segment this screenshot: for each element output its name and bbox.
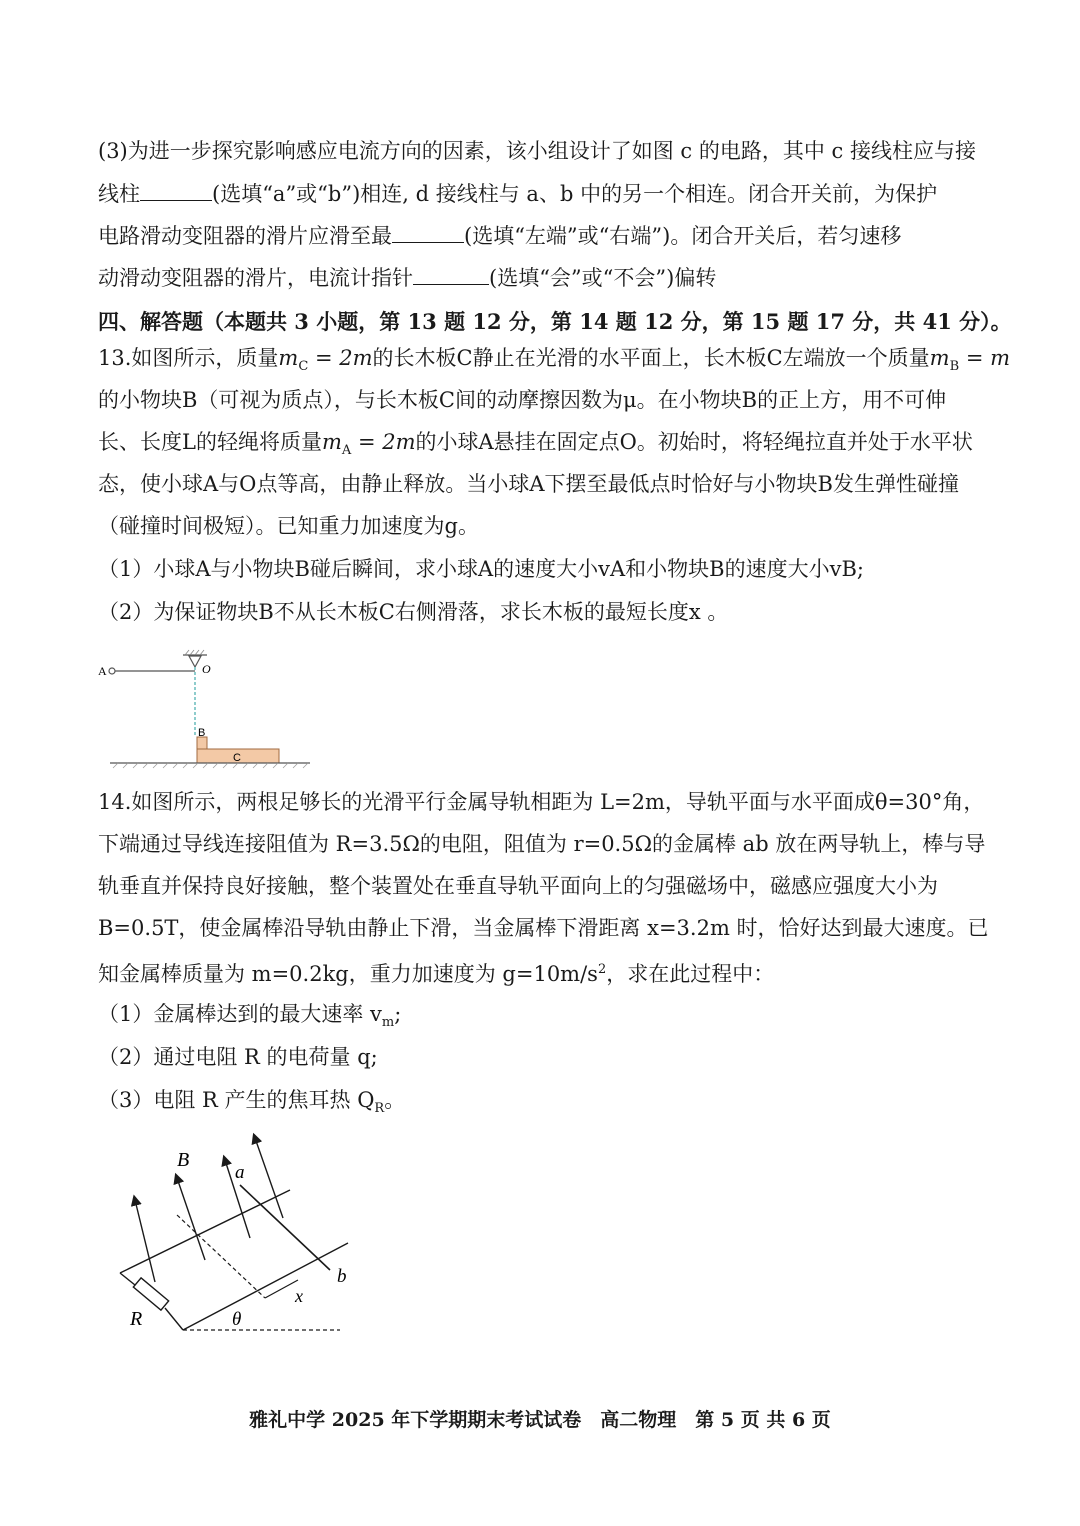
q3-text-2b: (选填“a”或“b”)相连, d 接线柱与 a、b 中的另一个相连。闭合开关前，为保护 — [212, 182, 938, 206]
fig14-rail-left — [120, 1190, 290, 1273]
fig13-ground-hatch — [113, 763, 308, 768]
q13-text-4: 态，使小球A与O点等高，由静止释放。当小球A下摆至最低点时恰好与小物块B发生弹性碰撞 — [98, 472, 959, 496]
q13-text-3a: 长、长度L的轻绳将质量 — [98, 430, 322, 454]
q13-figure — [95, 645, 315, 775]
fig13-label-o: O — [202, 662, 211, 676]
q13-text-3b: 的小球A悬挂在固定点O。初始时，将轻绳拉直并处于水平状 — [415, 430, 973, 454]
q14-text-3: 轨垂直并保持良好接触，整个装置处在垂直导轨平面向上的匀强磁场中，磁感应强度大小为 — [98, 874, 938, 898]
answer-blank-2 — [392, 222, 464, 243]
fig13-label-a: A — [98, 664, 107, 678]
q14-part-1a: （1）金属棒达到的最大速率 v — [98, 1002, 382, 1026]
q14-part-1-sub: m — [381, 1015, 395, 1031]
q13-mb-val: = m — [959, 346, 1010, 370]
section-4-text: 四、解答题（本题共 3 小题，第 13 题 12 分，第 14 题 12 分，第 15 题 17 分，共 41 分）。 — [98, 309, 1012, 334]
page-footer-text: 雅礼中学 2025 年下学期期末考试试卷 高二物理 第 5 页 共 6 页 — [249, 1409, 831, 1431]
q13-line-5 — [98, 512, 479, 540]
q3-text-4b: (选填“会”或“不会”)偏转 — [489, 266, 717, 290]
q13-line-2 — [98, 386, 946, 414]
q3-line-2 — [98, 180, 937, 208]
q14-part-1 — [98, 1000, 401, 1037]
q3-text-1: (3)为进一步探究影响感应电流方向的因素，该小组设计了如图 c 的电路，其中 c 接线柱应与接 — [98, 139, 976, 163]
fig14-rail-right — [183, 1243, 348, 1330]
q13-text-1b: 的长木板C静止在光滑的水平面上，长木板C左端放一个质量 — [372, 346, 930, 370]
q14-line-3 — [98, 872, 938, 900]
fig14-wire-bottom-2 — [165, 1308, 183, 1330]
q14-line-1 — [98, 788, 984, 816]
q13-part-1 — [98, 555, 864, 583]
q3-text-3b: (选填“左端”或“右端”)。闭合开关后，若匀速移 — [464, 224, 902, 248]
q14-part-3a: （3）电阻 R 产生的焦耳热 Q — [98, 1088, 375, 1112]
q13-ma: m — [321, 430, 342, 454]
q14-part-2 — [98, 1043, 378, 1071]
fig14-label-theta: θ — [232, 1309, 242, 1330]
q3-line-3 — [98, 222, 901, 250]
q13-ma-val: = 2m — [351, 430, 416, 454]
q13-line-4 — [98, 470, 959, 498]
fig13-label-c: C — [233, 752, 241, 764]
page-footer — [0, 1405, 1080, 1432]
fig14-field-arrow-4 — [255, 1138, 283, 1218]
fig13-pivot — [189, 656, 201, 667]
fig14-dashed-start — [177, 1215, 265, 1298]
fig14-field-arrow-1 — [135, 1200, 155, 1282]
q14-text-2: 下端通过导线连接阻值为 R=3.5Ω的电阻，阻值为 r=0.5Ω的金属棒 ab 放在两导轨上，棒与导 — [98, 832, 986, 856]
answer-blank-1 — [140, 180, 212, 201]
q13-mc-val: = 2m — [308, 346, 373, 370]
fig14-x-marker — [265, 1280, 298, 1298]
q14-text-4: B=0.5T，使金属棒沿导轨由静止下滑，当金属棒下滑距离 x=3.2m 时，恰好达到最大速度。已 — [98, 916, 989, 940]
q13-line-1 — [98, 344, 1010, 381]
fig13-label-b: B — [198, 727, 206, 739]
q14-line-5 — [98, 956, 774, 988]
fig14-label-x: x — [295, 1286, 303, 1306]
q13-text-1a: 13.如图所示，质量 — [98, 346, 279, 370]
answer-blank-3 — [413, 264, 489, 285]
q3-text-2a: 线柱 — [98, 182, 140, 206]
q3-text-4a: 动滑动变阻器的滑片，电流计指针 — [98, 266, 413, 290]
q13-mc-sub: C — [298, 359, 309, 375]
q14-line-2 — [98, 830, 985, 858]
q3-line-1 — [98, 137, 976, 165]
fig14-rod-ab — [240, 1185, 330, 1270]
q14-text-5a: 知金属棒质量为 m=0.2kg，重力加速度为 g=10m/s — [98, 962, 598, 986]
fig14-resistor — [133, 1278, 168, 1310]
q14-part-3b: 。 — [384, 1088, 406, 1112]
q13-ma-sub: A — [341, 443, 352, 459]
fig13-ceiling-hatch — [185, 650, 204, 655]
q14-part-3 — [98, 1086, 405, 1123]
fig14-label-b: b — [337, 1266, 347, 1287]
q13-line-3 — [98, 428, 973, 465]
fig14-label-bfield: B — [177, 1149, 190, 1171]
q14-part-3-sub: R — [374, 1101, 385, 1117]
q14-text-1: 14.如图所示，两根足够长的光滑平行金属导轨相距为 L=2m，导轨平面与水平面成θ=30°角， — [98, 790, 985, 814]
q13-mb-sub: B — [949, 359, 960, 375]
q13-mb: m — [929, 346, 950, 370]
q14-figure — [115, 1130, 375, 1350]
fig14-label-r: R — [130, 1308, 143, 1330]
q3-line-4 — [98, 264, 716, 292]
q14-text-5-sup: 2 — [597, 962, 607, 977]
q13-mc: m — [278, 346, 299, 370]
q14-line-4 — [98, 914, 989, 942]
fig13-ball-a — [109, 668, 115, 674]
q14-part-2-text: （2）通过电阻 R 的电荷量 q; — [98, 1045, 378, 1069]
fig14-label-a: a — [235, 1162, 245, 1183]
q13-text-2: 的小物块B（可视为质点），与长木板C间的动摩擦因数为μ。在小物块B的正上方，用不可伸 — [98, 388, 947, 412]
q13-part-1-text: （1）小球A与小物块B碰后瞬间，求小球A的速度大小vA和小物块B的速度大小vB; — [98, 557, 864, 581]
q14-part-1b: ; — [394, 1002, 402, 1026]
q14-text-5b: ，求在此过程中： — [606, 962, 775, 986]
q13-part-2 — [98, 598, 728, 626]
section-4-heading — [98, 308, 1012, 336]
q13-part-2-text: （2）为保证物块B不从长木板C右侧滑落，求长木板的最短长度x 。 — [98, 600, 729, 624]
q3-text-3a: 电路滑动变阻器的滑片应滑至最 — [98, 224, 392, 248]
q13-text-5: （碰撞时间极短）。已知重力加速度为g。 — [98, 514, 479, 538]
fig14-field-arrow-2 — [177, 1178, 205, 1260]
fig14-wire-bottom — [120, 1273, 135, 1285]
